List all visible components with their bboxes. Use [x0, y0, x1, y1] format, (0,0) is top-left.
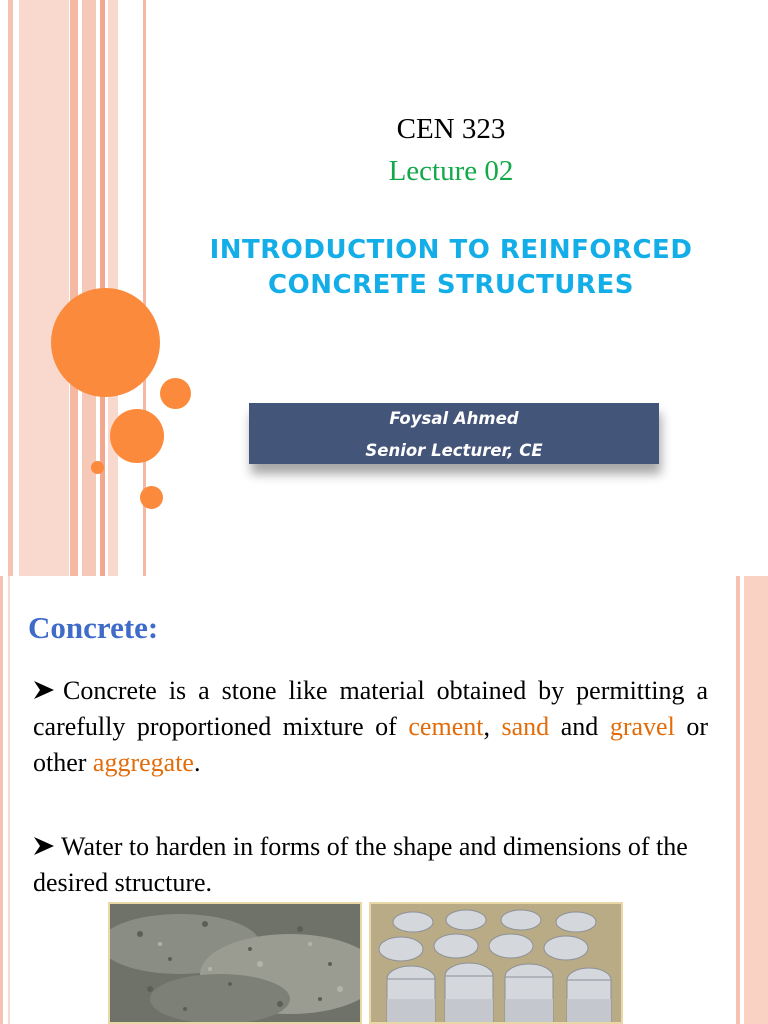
- author-box: [249, 403, 659, 464]
- course-code: CEN 323: [396, 113, 506, 145]
- slide-heading: Concrete:: [28, 610, 159, 645]
- term-sand: sand: [501, 712, 550, 741]
- title-line-1: INTRODUCTION TO REINFORCED: [209, 235, 693, 265]
- stripe: [744, 576, 768, 1024]
- stripe: [8, 0, 13, 576]
- decor-circle-small: [91, 461, 104, 474]
- para1-or-other: or other: [33, 712, 709, 777]
- stripe: [70, 0, 78, 576]
- decor-circle: [140, 486, 163, 509]
- concrete-cylinders-photo: [369, 902, 623, 1024]
- lecture-number: Lecture 02: [388, 155, 514, 187]
- arrow-right-icon: [33, 829, 61, 865]
- term-gravel: gravel: [609, 712, 675, 741]
- stripe: [19, 0, 69, 576]
- decor-circle: [110, 409, 164, 463]
- stripe: [82, 0, 96, 576]
- para1-period: .: [193, 748, 201, 777]
- concrete-slide: [0, 576, 768, 1024]
- arrow-right-icon: [33, 673, 63, 709]
- fresh-concrete-photo: [108, 902, 362, 1024]
- term-cement: cement: [408, 712, 484, 741]
- para2-text: Water to harden in forms of the shape and dimensions of the desired structure.: [33, 832, 688, 897]
- decor-circle-large: [51, 288, 160, 397]
- para1-comma: ,: [483, 712, 490, 741]
- paragraph-definition: [33, 673, 708, 781]
- slide-title: [150, 233, 752, 303]
- stripe: [736, 576, 740, 1024]
- stripe: [0, 576, 3, 1024]
- para1-and: and: [560, 712, 599, 741]
- title-line-2: CONCRETE STRUCTURES: [268, 270, 634, 300]
- author-role: Senior Lecturer, CE: [365, 441, 543, 460]
- author-name: Foysal Ahmed: [389, 409, 519, 428]
- stripe: [8, 576, 10, 1024]
- term-aggregate: aggregate: [92, 748, 194, 777]
- decor-circle: [160, 378, 191, 409]
- paragraph-hardening: [33, 829, 708, 901]
- para1-text: Concrete is a stone like material obtained by permitting a carefully proportioned mixture of: [33, 676, 708, 741]
